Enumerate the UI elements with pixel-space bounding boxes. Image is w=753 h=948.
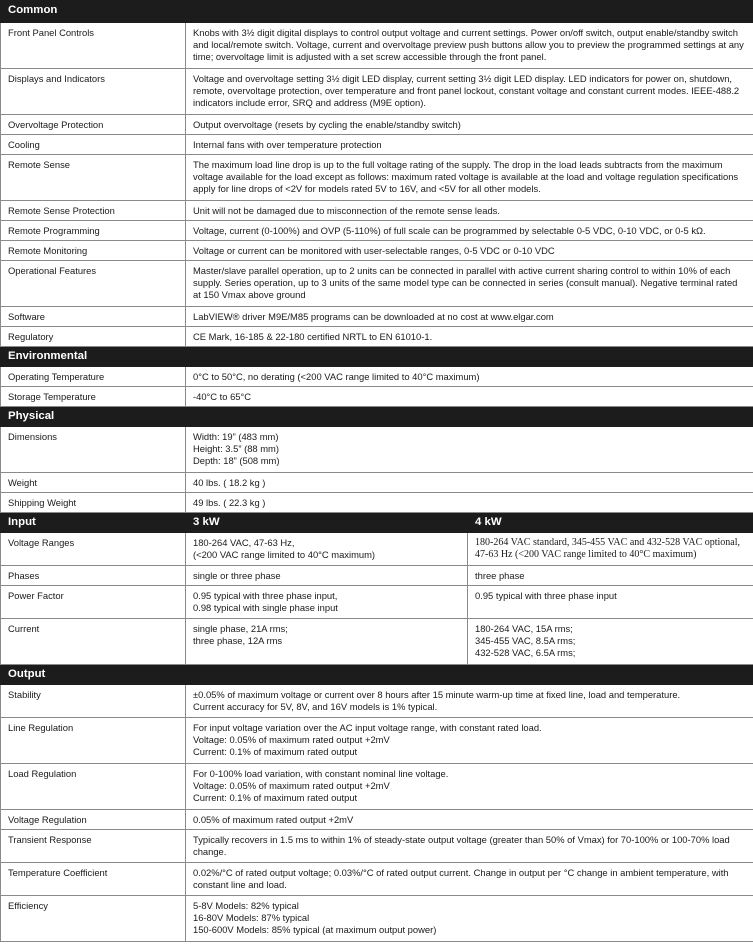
row-value: For 0-100% load variation, with constant nominal line voltage. Voltage: 0.05% of maximum rated output +2mV Current: 0.1% of maximum rated output xyxy=(186,764,753,810)
row-value: The maximum load line drop is up to the full voltage rating of the supply. The drop in the load leads subtracts from the maximum voltage available for the load except as follows: maximum rated voltage is available at the load and voltage regulation specifications apply for line drops of <2V for models rated 5V to 16V, and <5V for all other models. xyxy=(186,155,753,201)
row-label: Temperature Coefficient xyxy=(1,863,186,896)
table-row xyxy=(1,155,753,201)
row-label: Overvoltage Protection xyxy=(1,115,186,135)
table-row xyxy=(1,221,753,241)
row-value: 49 lbs. ( 22.3 kg ) xyxy=(186,493,753,513)
section-title: Input xyxy=(1,513,186,533)
row-label: Load Regulation xyxy=(1,764,186,810)
table-row xyxy=(1,533,753,566)
table-row xyxy=(1,493,753,513)
section-title: Environmental xyxy=(1,347,753,367)
row-value: Voltage or current can be monitored with user-selectable ranges, 0-5 VDC or 0-10 VDC xyxy=(186,241,753,261)
row-label: Cooling xyxy=(1,135,186,155)
row-value: Voltage and overvoltage setting 3½ digit LED display, current setting 3½ digit LED display. LED indicators for power on, shutdown, remote, overvoltage protection, over temperature and front panel lockout, constant voltage and constant current modes. IEEE-488.2 indicators include error, SRQ and address (M9E option). xyxy=(186,69,753,115)
row-label: Front Panel Controls xyxy=(1,23,186,69)
section-header-environmental xyxy=(1,347,753,367)
row-value: ±0.05% of maximum voltage or current over 8 hours after 15 minute warm-up time at fixed line, load and temperature. Current accuracy for 5V, 8V, and 16V models is 1% typical. xyxy=(186,685,753,718)
row-label: Voltage Ranges xyxy=(1,533,186,566)
row-value: LabVIEW® driver M9E/M85 programs can be downloaded at no cost at www.elgar.com xyxy=(186,307,753,327)
row-label: Efficiency xyxy=(1,896,186,942)
table-row xyxy=(1,810,753,830)
table-row xyxy=(1,619,753,665)
table-row xyxy=(1,69,753,115)
table-row xyxy=(1,387,753,407)
table-row xyxy=(1,201,753,221)
row-label: Voltage Regulation xyxy=(1,810,186,830)
table-row xyxy=(1,896,753,942)
table-row xyxy=(1,135,753,155)
table-row xyxy=(1,566,753,586)
row-label: Shipping Weight xyxy=(1,493,186,513)
row-value: 0°C to 50°C, no derating (<200 VAC range limited to 40°C maximum) xyxy=(186,367,753,387)
section-title: Output xyxy=(1,665,753,685)
row-label: Operating Temperature xyxy=(1,367,186,387)
section-header-physical xyxy=(1,407,753,427)
row-label: Dimensions xyxy=(1,427,186,473)
table-row xyxy=(1,473,753,493)
column-header-4kw: 4 kW xyxy=(468,513,753,533)
row-value-4kw: three phase xyxy=(468,566,753,586)
table-row xyxy=(1,863,753,896)
row-label: Remote Sense xyxy=(1,155,186,201)
section-header-input xyxy=(1,513,753,533)
row-label: Power Factor xyxy=(1,586,186,619)
row-value: For input voltage variation over the AC input voltage range, with constant rated load. Voltage: 0.05% of maximum rated output +2mV Current: 0.1% of maximum rated output xyxy=(186,718,753,764)
row-label: Remote Monitoring xyxy=(1,241,186,261)
row-value: CE Mark, 16-185 & 22-180 certified NRTL to EN 61010-1. xyxy=(186,327,753,347)
row-label: Remote Programming xyxy=(1,221,186,241)
row-value-3kw: single phase, 21A rms; three phase, 12A rms xyxy=(186,619,468,665)
row-label: Weight xyxy=(1,473,186,493)
table-row xyxy=(1,307,753,327)
row-value: 40 lbs. ( 18.2 kg ) xyxy=(186,473,753,493)
row-value: Typically recovers in 1.5 ms to within 1% of steady-state output voltage (greater than 50% of Vmax) for 70-100% or 100-70% load change. xyxy=(186,830,753,863)
row-value: 5-8V Models: 82% typical 16-80V Models: 87% typical 150-600V Models: 85% typical (at maximum output power) xyxy=(186,896,753,942)
column-header-3kw: 3 kW xyxy=(186,513,468,533)
row-value: 0.02%/°C of rated output voltage; 0.03%/°C of rated output current. Change in output per °C change in ambient temperature, with constant line and load. xyxy=(186,863,753,896)
row-value: Unit will not be damaged due to misconnection of the remote sense leads. xyxy=(186,201,753,221)
row-label: Storage Temperature xyxy=(1,387,186,407)
row-label: Regulatory xyxy=(1,327,186,347)
row-value: Knobs with 3½ digit digital displays to control output voltage and current settings. Power on/off switch, output enable/standby switch and local/remote switch. Voltage, current and overvoltage preview push buttons allow you to preview the programmed settings at any time; overvoltage limit is adjusted with a set screw accessible through the front panel. xyxy=(186,23,753,69)
row-value-4kw: 0.95 typical with three phase input xyxy=(468,586,753,619)
section-title: Physical xyxy=(1,407,753,427)
table-row xyxy=(1,367,753,387)
row-value-4kw: 180-264 VAC, 15A rms; 345-455 VAC, 8.5A rms; 432-528 VAC, 6.5A rms; xyxy=(468,619,753,665)
row-value: Voltage, current (0-100%) and OVP (5-110%) of full scale can be programmed by selectable 0-5 VDC, 0-10 VDC, or 0-5 kΩ. xyxy=(186,221,753,241)
row-label: Remote Sense Protection xyxy=(1,201,186,221)
row-value: Width: 19” (483 mm) Height: 3.5” (88 mm) Depth: 18” (508 mm) xyxy=(186,427,753,473)
table-row xyxy=(1,685,753,718)
table-row xyxy=(1,23,753,69)
table-row xyxy=(1,830,753,863)
row-label: Operational Features xyxy=(1,261,186,307)
table-row xyxy=(1,586,753,619)
row-label: Transient Response xyxy=(1,830,186,863)
row-value-3kw: 180-264 VAC, 47-63 Hz, (<200 VAC range limited to 40°C maximum) xyxy=(186,533,468,566)
row-label: Current xyxy=(1,619,186,665)
table-row xyxy=(1,115,753,135)
row-value: -40°C to 65°C xyxy=(186,387,753,407)
row-label: Phases xyxy=(1,566,186,586)
row-label: Software xyxy=(1,307,186,327)
row-value-3kw: single or three phase xyxy=(186,566,468,586)
row-value: Master/slave parallel operation, up to 2 units can be connected in parallel with active current sharing control to within 10% of each supply. Series operation, up to 3 units of the same model type can be connected in series (consult manual). Negative terminal rated at 150 Vmax above ground xyxy=(186,261,753,307)
table-row xyxy=(1,261,753,307)
table-row xyxy=(1,718,753,764)
section-header-output xyxy=(1,665,753,685)
row-label: Line Regulation xyxy=(1,718,186,764)
row-label: Stability xyxy=(1,685,186,718)
table-row xyxy=(1,327,753,347)
table-row xyxy=(1,764,753,810)
table-row xyxy=(1,427,753,473)
row-label: Displays and Indicators xyxy=(1,69,186,115)
row-value: Output overvoltage (resets by cycling the enable/standby switch) xyxy=(186,115,753,135)
section-title: Common xyxy=(1,1,753,23)
row-value: Internal fans with over temperature protection xyxy=(186,135,753,155)
row-value-4kw: 180-264 VAC standard, 345-455 VAC and 432-528 VAC optional, 47-63 Hz (<200 VAC range limited to 40°C maximum) xyxy=(468,533,753,566)
row-value-3kw: 0.95 typical with three phase input, 0.98 typical with single phase input xyxy=(186,586,468,619)
section-header-common xyxy=(1,1,753,23)
row-value: 0.05% of maximum rated output +2mV xyxy=(186,810,753,830)
table-row xyxy=(1,241,753,261)
